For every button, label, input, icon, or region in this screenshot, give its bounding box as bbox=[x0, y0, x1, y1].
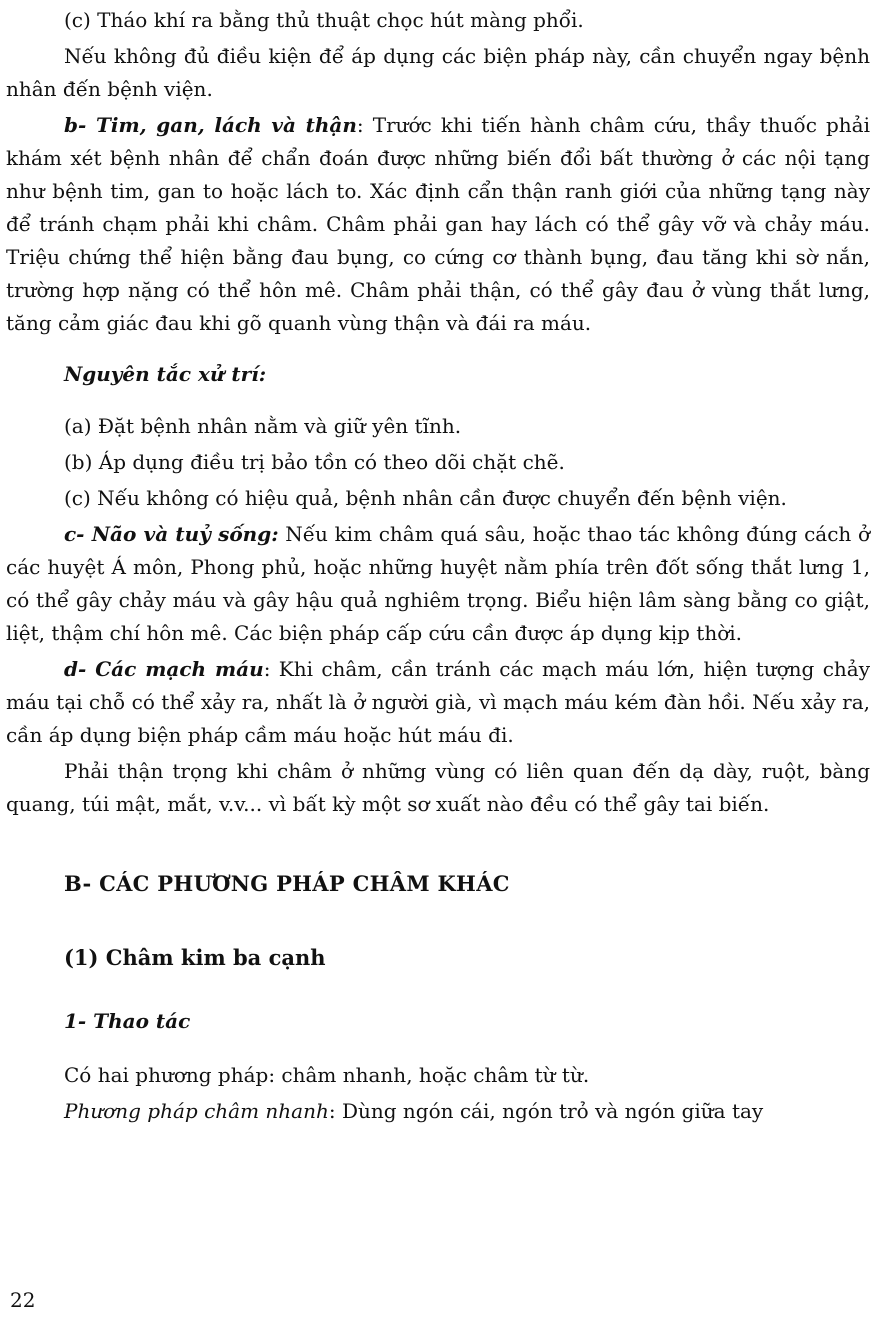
list-item-a: (a) Đặt bệnh nhân nằm và giữ yên tĩnh. bbox=[64, 414, 462, 438]
paragraph-c-thao-khi: (c) Tháo khí ra bằng thủ thuật chọc hút màng phổi. bbox=[64, 8, 584, 32]
paragraph-co-hai-phuong-phap: Có hai phương pháp: châm nhanh, hoặc châm từ từ. bbox=[64, 1063, 590, 1087]
section-title-b: B- CÁC PHƯƠNG PHÁP CHÂM KHÁC bbox=[64, 871, 510, 896]
paragraph-tim-gan-lach-than bbox=[6, 109, 870, 340]
lead-tim-gan-lach-than: b- Tim, gan, lách và thận bbox=[64, 113, 357, 137]
paragraph-nao-tuy-song bbox=[6, 518, 870, 650]
list-item-b: (b) Áp dụng điều trị bảo tồn có theo dõi chặt chẽ. bbox=[64, 450, 565, 474]
paragraph-phuong-phap-cham-nhanh bbox=[6, 1095, 870, 1128]
heading-nguyen-tac-xu-tri: Nguyên tắc xử trí: bbox=[64, 362, 267, 386]
page-number: 22 bbox=[10, 1288, 36, 1312]
paragraph-neu-khong-du: Nếu không đủ điều kiện để áp dụng các biện pháp này, cần chuyển ngay bệnh nhân đến bệnh viện. bbox=[6, 44, 870, 101]
paragraph-cac-mach-mau bbox=[6, 653, 870, 752]
lead-nao-tuy-song: c- Não và tuỷ sống: bbox=[64, 522, 279, 546]
body-tim-gan-lach-than: : Trước khi tiến hành châm cứu, thầy thuốc phải khám xét bệnh nhân để chẩn đoán được những biến đổi bất thường ở các nội tạng như bệnh tim, gan to hoặc lách to. Xác định cẩn thận ranh giới của những tạng này để tránh chạm phải khi châm. Châm phải gan hay lách có thể gây vỡ và chảy máu. Triệu chứng thể hiện bằng đau bụng, co cứng cơ thành bụng, đau tăng khi sờ nắn, trường hợp nặng có thể hôn mê. Châm phải thận, có thể gây đau ở vùng thắt lưng, tăng cảm giác đau khi gõ quanh vùng thận và đái ra máu. bbox=[6, 113, 870, 335]
paragraph-phai-than-trong: Phải thận trọng khi châm ở những vùng có liên quan đến dạ dày, ruột, bàng quang, túi mật, mắt, v.v... vì bất kỳ một sơ xuất nào đều có thể gây tai biến. bbox=[6, 759, 870, 816]
lead-phuong-phap-cham-nhanh: Phương pháp châm nhanh bbox=[64, 1099, 329, 1123]
subsection-title-cham-kim-ba-canh: (1) Châm kim ba cạnh bbox=[64, 945, 326, 970]
lead-cac-mach-mau: d- Các mạch máu bbox=[64, 657, 264, 681]
body-nao-tuy-song: Nếu kim châm quá sâu, hoặc thao tác không đúng cách ở các huyệt Á môn, Phong phủ, hoặc những huyệt nằm phía trên đốt sống thắt lưng 1, có thể gây chảy máu và gây hậu quả nghiêm trọng. Biểu hiện lâm sàng bằng co giật, liệt, thậm chí hôn mê. Các biện pháp cấp cứu cần được áp dụng kịp thời. bbox=[6, 522, 870, 645]
body-phuong-phap-cham-nhanh: : Dùng ngón cái, ngón trỏ và ngón giữa tay bbox=[328, 1099, 764, 1123]
list-item-c: (c) Nếu không có hiệu quả, bệnh nhân cần được chuyển đến bệnh viện. bbox=[64, 486, 787, 510]
page-content bbox=[6, 0, 870, 1128]
subheading-thao-tac: 1- Thao tác bbox=[64, 1009, 191, 1033]
body-cac-mach-mau: : Khi châm, cần tránh các mạch máu lớn, hiện tượng chảy máu tại chỗ có thể xảy ra, nhất là ở người già, vì mạch máu kém đàn hồi. Nếu xảy ra, cần áp dụng biện pháp cầm máu hoặc hút máu đi. bbox=[6, 657, 871, 747]
